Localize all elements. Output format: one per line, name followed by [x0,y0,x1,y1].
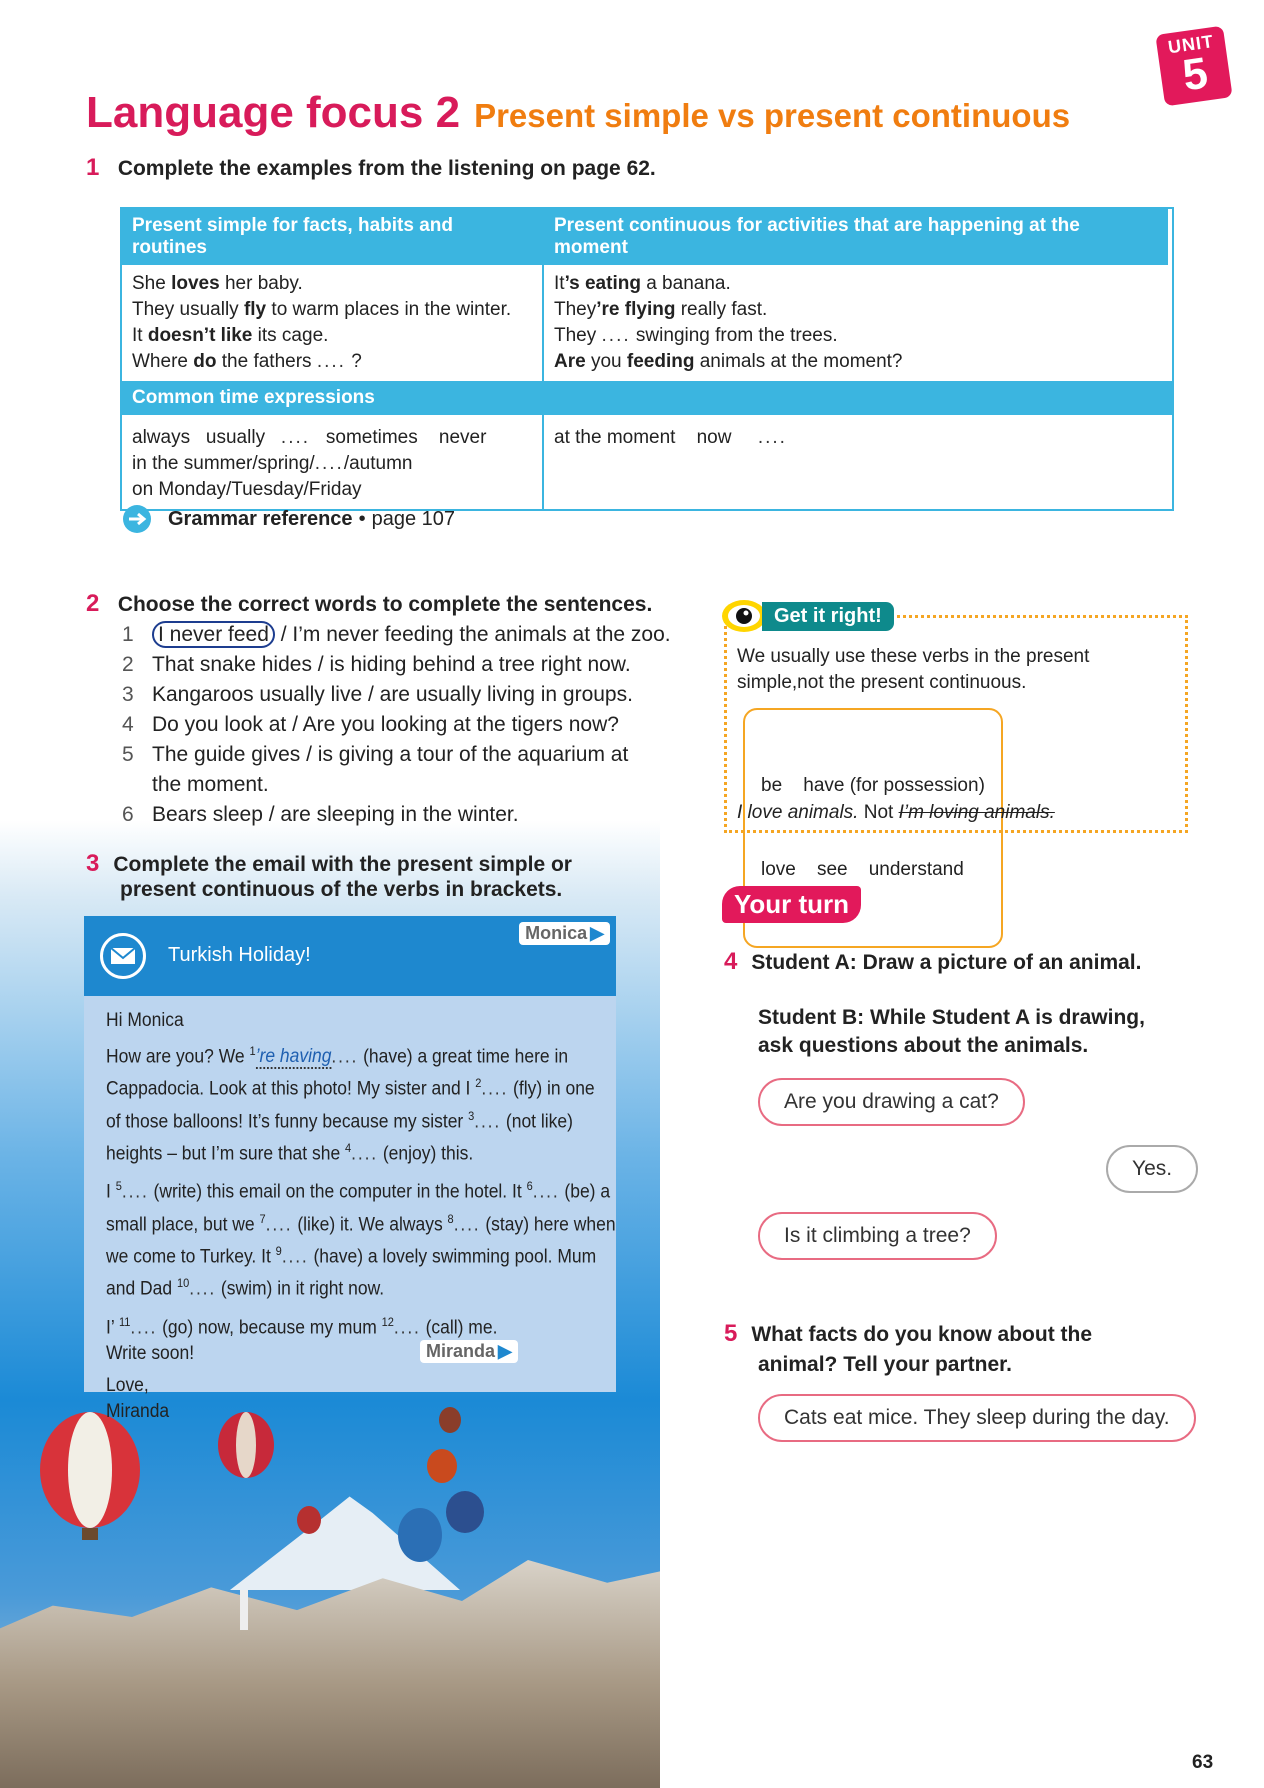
example-sentence: I love animals. Not I’m loving animals. [737,802,1055,823]
answer-blank[interactable]: .... [474,1110,502,1132]
email-recipient[interactable]: Monica ▶ [519,922,610,945]
balloons-illustration [0,1390,660,1630]
answer-blank[interactable]: .... [393,1316,421,1338]
verbs-box: be have (for possession) love see understand [743,708,1003,948]
envelope-icon [100,933,146,979]
grammar-table [120,207,1174,511]
choice-options[interactable]: Do you look at / Are you looking at [152,713,471,736]
get-it-right-text: We usually use these verbs in the present simple,not the present continuous. [737,646,1090,693]
filled-answer: ’re having [255,1046,332,1068]
arrow-right-icon [122,504,152,534]
answer-blank[interactable]: .... [121,1181,149,1203]
answer-blank[interactable]: .... [281,1246,309,1268]
time-expressions-simple: always usually .... sometimes never in the summer/spring/..../autumn on Monday/Tuesday/Friday [122,415,544,509]
exercise-number: 1 [86,154,100,181]
balloon-icon [446,1491,484,1533]
answer-blank[interactable]: .... [189,1278,217,1300]
choice-options[interactable]: sleep / are sleeping [212,803,395,826]
list-item: 1 I never feed / I’m never feeding the animals at the zoo. [122,623,671,646]
time-expressions-continuous: at the moment now .... [554,427,787,448]
answer-blank[interactable]: .... [453,1213,481,1235]
exercise-4-student-b: Student B: While Student A is drawing, ask questions about the animals. [758,1006,1145,1057]
list-item: the moment. [152,773,269,796]
exercise-3-heading: 3 Complete the email with the present simple or present continuous of the verbs in brackets. [86,850,572,901]
list-item: 3 Kangaroos usually live / are usually living in groups. [122,683,633,706]
grammar-reference-label: Grammar reference [168,507,353,530]
eye-icon [720,598,768,634]
answer-blank[interactable]: .... [757,427,787,448]
answer-blank[interactable]: .... [532,1181,560,1203]
speech-bubble: Is it climbing a tree? [758,1212,997,1260]
speech-bubble: Cats eat mice. They sleep during the day. [758,1394,1196,1442]
page-title [86,88,1070,138]
page-number: 63 [1192,1752,1214,1773]
get-it-right-label: Get it right! [720,598,894,634]
present-simple-examples: She loves her baby. They usually fly to warm places in the winter. It doesn’t like its cage. Where do the fathers .... ? [122,265,544,381]
speech-bubble: Yes. [1106,1145,1198,1193]
minaret-shape [240,1590,248,1630]
choice-options[interactable]: gives / is giving [251,743,394,766]
choice-options[interactable]: hides / is hiding [261,653,407,676]
present-continuous-examples: It’s eating a banana. They’re flying really fast. They .... swinging from the trees. Are you feeding animals at the moment? [554,273,903,372]
list-item: 6 Bears sleep / are sleeping in the winter. [122,803,519,826]
answer-blank[interactable]: .... [314,453,344,474]
email-sender[interactable]: Miranda ▶ [420,1340,518,1363]
email-body: Hi Monica How are you? We $^1$’re having.... (have) a great time here in Cappadocia. Look at this photo! My sister and I $^2$.... (fly) in one of those balloons! It’s funny because my sister $^3$.... (not like) heights – but I’m sure that she $^4$.... (enjoy) this. I $^5$.... (write) this email on the computer in the hotel. It $^6$.... (be) a small place, but we $^7$.... (like) it. We always $^8$.... (stay) here when we come to Turkey. It $^9$.... (have) a lovely swimming pool. Mum and Dad $^{10}$.... (swim) in it right now. I’ $^{11}$.... (go) now, because my mum $^{12}$.... (call) me. Write soon! Love, Miranda [106,1010,616,1422]
title-main: Language focus 2 [86,88,461,137]
get-it-right-box [724,615,1188,880]
unit-number: 5 [1179,48,1211,101]
balloon-icon [297,1506,321,1534]
choice-options[interactable]: usually live / are usually living [259,683,535,706]
table-header-present-simple: Present simple for facts, habits and routines [122,209,544,265]
balloon-icon [398,1508,442,1562]
your-turn-label: Your turn [722,886,861,923]
answer-blank[interactable]: .... [481,1078,509,1100]
table-header-time-expressions: Common time expressions [122,381,1172,415]
answer-blank[interactable]: .... [351,1143,378,1165]
exercise-2-list [122,620,671,830]
exercise-2-heading: 2 Choose the correct words to complete the sentences. [86,590,653,617]
unit-badge [1155,26,1232,107]
list-item: 5 The guide gives / is giving a tour of the aquarium at [122,743,629,766]
exercise-5-heading: 5 What facts do you know about the animal? Tell your partner. [724,1320,1093,1376]
circled-answer[interactable]: I never feed [152,621,275,648]
balloon-icon [427,1449,457,1483]
exercise-1-heading [86,154,656,182]
email-header [84,916,616,996]
table-header-present-continuous: Present continuous for activities that are happening at the moment [544,209,1168,265]
email-subject: Turkish Holiday! [168,944,311,966]
balloon-icon [40,1412,140,1540]
answer-blank[interactable]: .... [601,325,631,346]
answer-blank[interactable]: .... [280,427,311,448]
title-sub: Present simple vs present continuous [474,97,1071,134]
list-item: 4 Do you look at / Are you looking at the tigers now? [122,713,619,736]
answer-blank[interactable]: .... [265,1213,293,1235]
exercise-4-heading: 4 Student A: Draw a picture of an animal. [724,948,1142,975]
unit-label: UNIT [1166,31,1216,58]
grammar-reference-page: page 107 [371,507,455,530]
list-item: 2 That snake hides / is hiding behind a tree right now. [122,653,631,676]
answer-blank[interactable]: .... [316,351,346,372]
exercise-question: Complete the examples from the listening on page 62. [117,157,656,180]
grammar-reference-link[interactable]: Grammar reference • page 107 [122,504,455,534]
answer-blank[interactable]: .... [130,1316,158,1338]
speech-bubble: Are you drawing a cat? [758,1078,1025,1126]
